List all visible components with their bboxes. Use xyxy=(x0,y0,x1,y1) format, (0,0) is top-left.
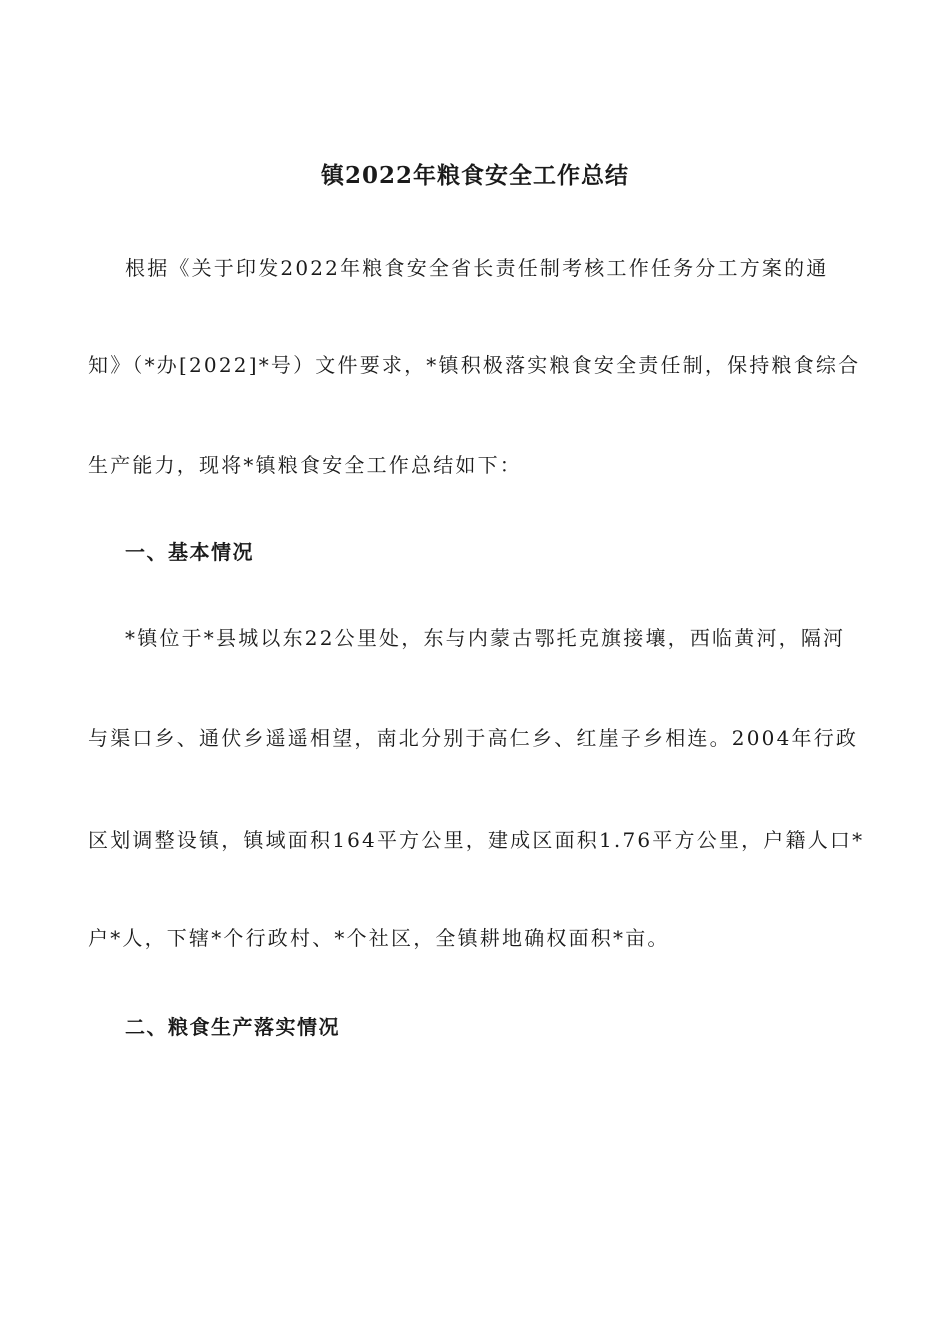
intro-line-2: 知》（*办[2022]*号）文件要求，*镇积极落实粮食安全责任制，保持粮食综合 xyxy=(88,353,861,377)
section-heading-basic-situation: 一、基本情况 xyxy=(125,540,254,564)
section1-line-2: 与渠口乡、通伏乡遥遥相望，南北分别于高仁乡、红崖子乡相连。2004年行政 xyxy=(88,726,859,750)
section1-line-4: 户*人，下辖*个行政村、*个社区，全镇耕地确权面积*亩。 xyxy=(88,926,670,950)
intro-line-1: 根据《关于印发2022年粮食安全省长责任制考核工作任务分工方案的通 xyxy=(125,256,829,280)
section-heading-grain-production: 二、粮食生产落实情况 xyxy=(125,1015,340,1039)
section1-line-1: *镇位于*县城以东22公里处，东与内蒙古鄂托克旗接壤，西临黄河，隔河 xyxy=(125,626,846,650)
document-title: 镇2022年粮食安全工作总结 xyxy=(320,162,629,189)
section1-line-3: 区划调整设镇，镇域面积164平方公里，建成区面积1.76平方公里，户籍人口* xyxy=(88,828,865,852)
intro-line-3: 生产能力，现将*镇粮食安全工作总结如下： xyxy=(88,453,522,477)
